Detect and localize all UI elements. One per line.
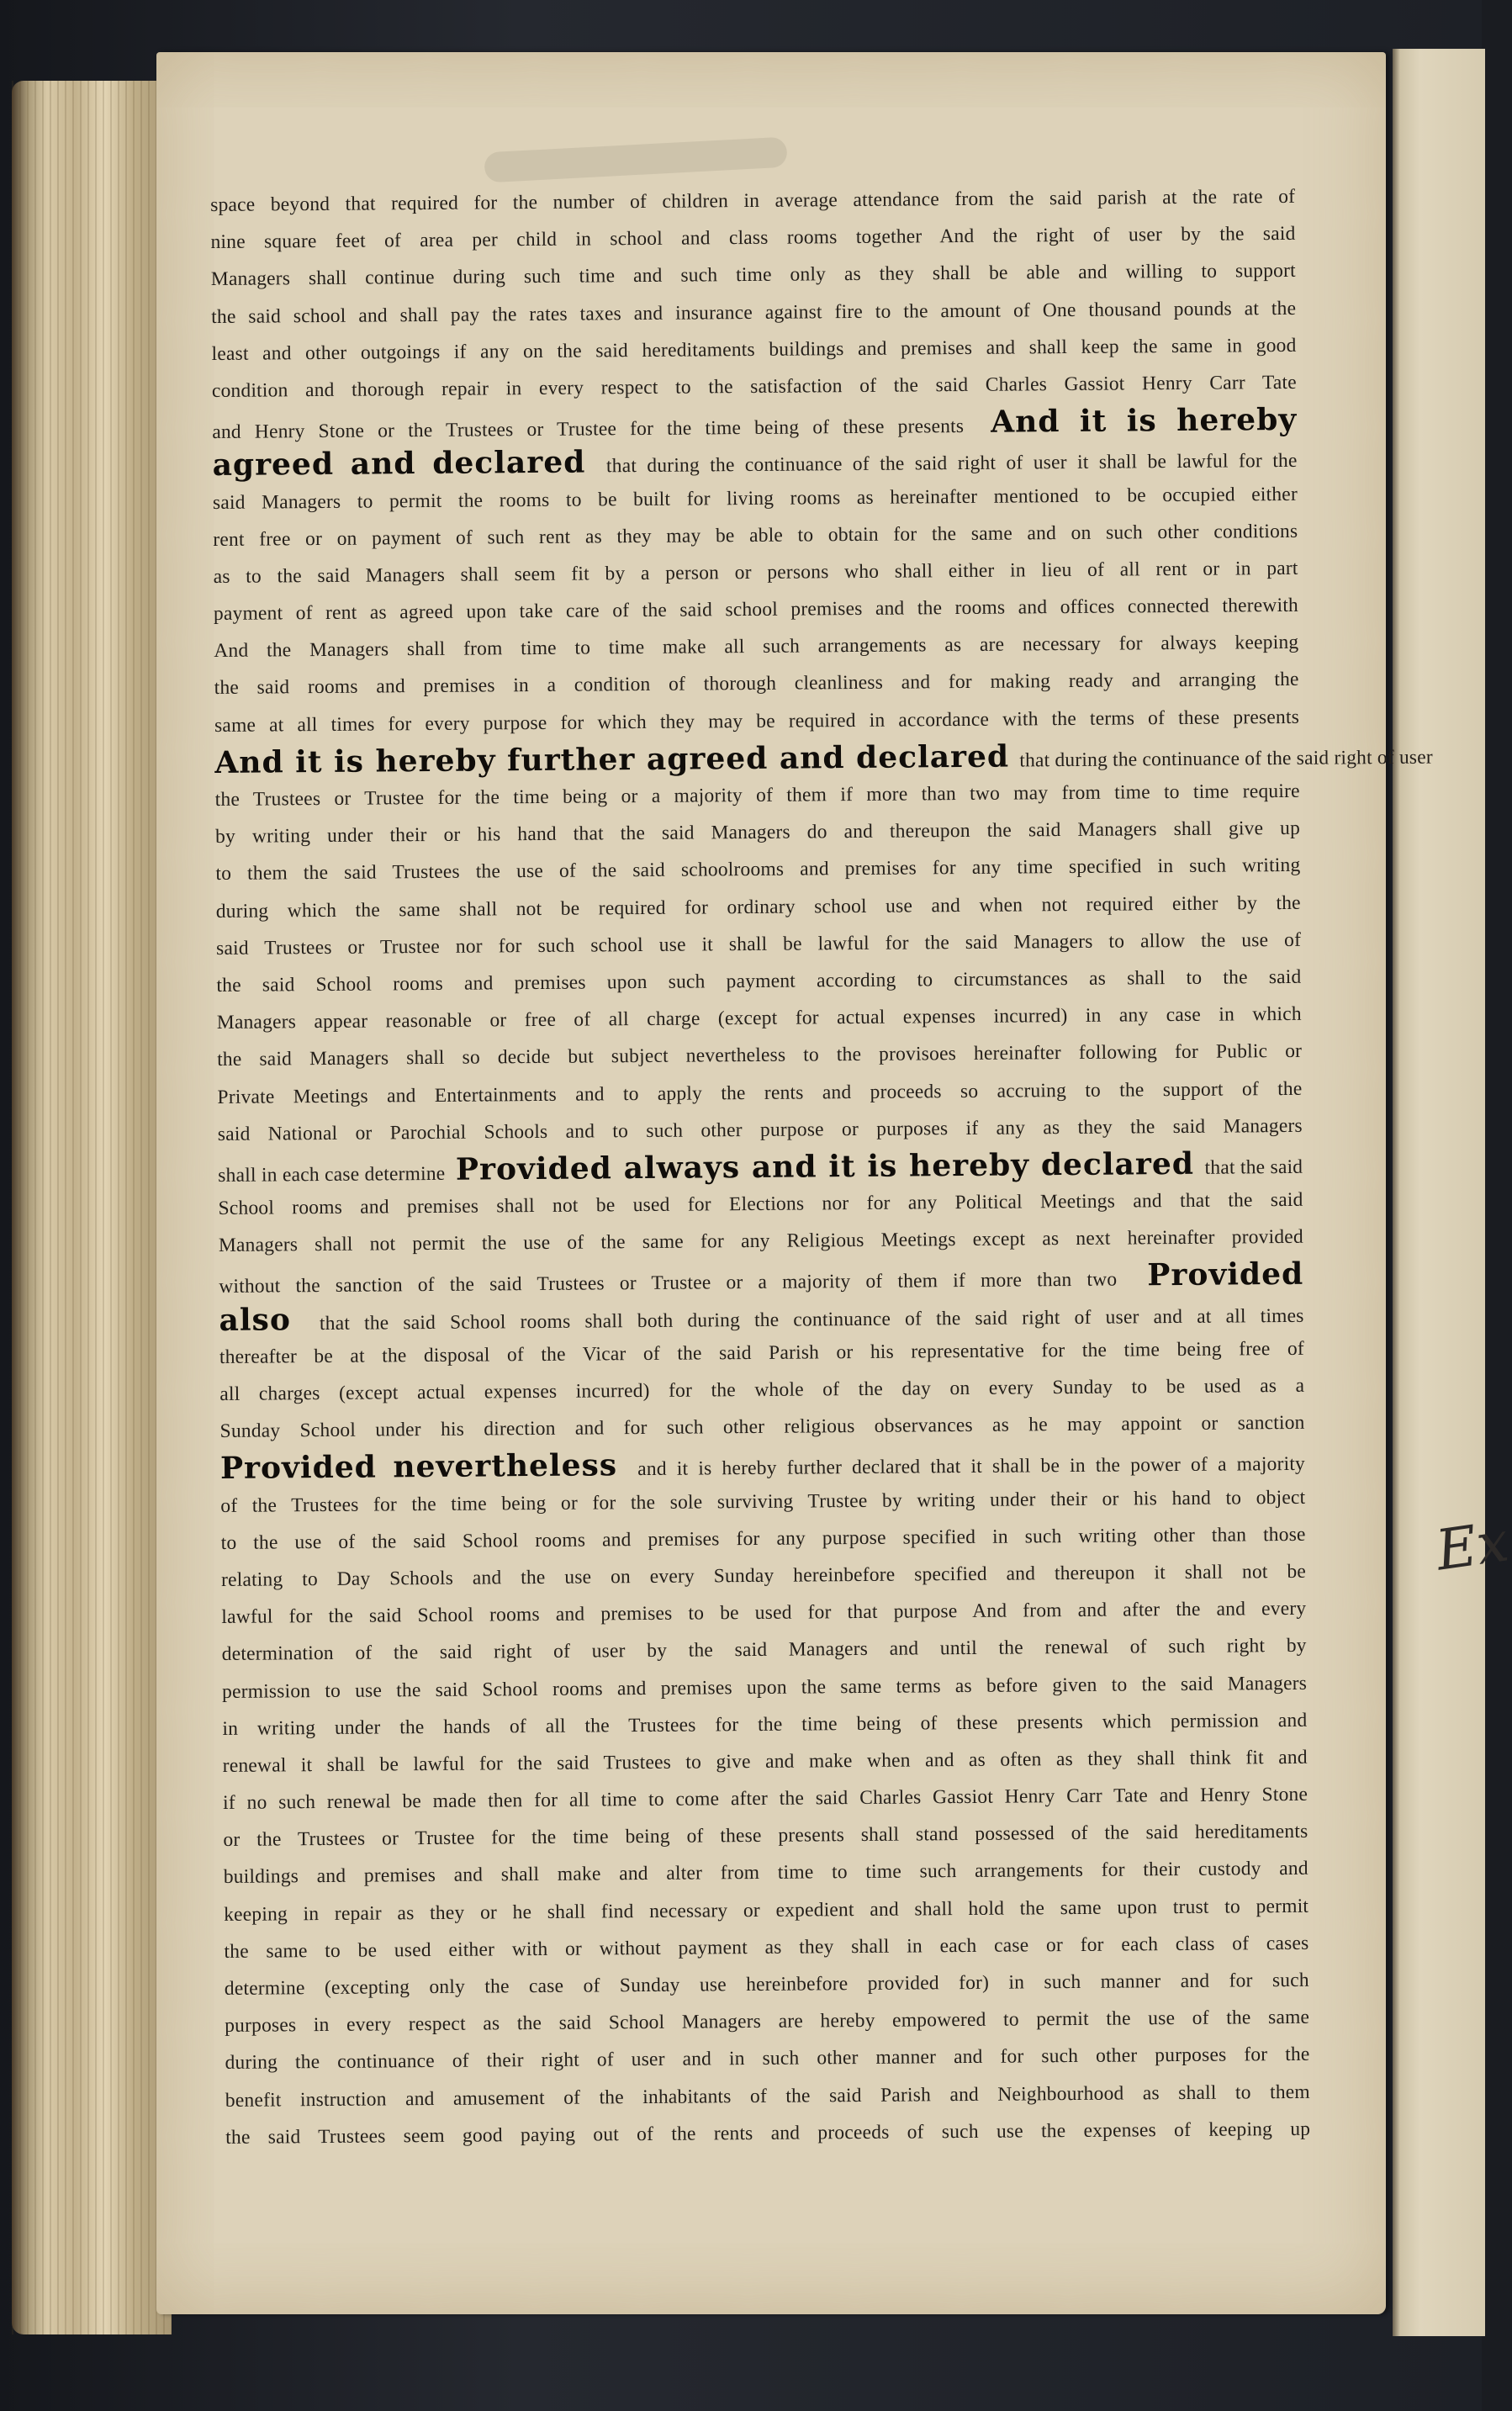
- text-line: to the use of the said School rooms and premises for any purpose specified in such writing other than those: [220, 1523, 1306, 1554]
- text-line: nine square feet of area per child in school and class rooms together And the right of user by the said: [210, 223, 1296, 254]
- text-line: same at all times for every purpose for which they may be required in accordance with the terms of these presents: [214, 706, 1300, 737]
- text-line: of the Trustees for the time being or for the sole surviving Trustee by writing under their or his hand to object: [220, 1486, 1306, 1517]
- text-line: all charges (except actual expenses incurred) for the whole of the day on every Sunday to be used as a: [219, 1374, 1305, 1405]
- text-line: the Trustees or Trustee for the time being or a majority of them if more than two may from time to time require: [214, 780, 1300, 811]
- text-line: Managers shall not permit the use of the same for any Religious Meetings except as next hereinafter provided: [218, 1226, 1303, 1257]
- text-run: that during the continuance of the said right of user: [1019, 746, 1433, 772]
- text-line: benefit instruction and amusement of the inhabitants of the said Parish and Neighbourhood as shall to them: [225, 2081, 1310, 2112]
- text-line: the said rooms and premises in a condition of thorough cleanliness and for making ready and arranging the: [214, 669, 1299, 700]
- text-line: the said Trustees seem good paying out of the rents and proceeds of such use the expenses of keeping up: [225, 2118, 1311, 2149]
- text-line: lawful for the said School rooms and premises to be used for that purpose And from and after the and every: [221, 1597, 1307, 1629]
- text-line: said National or Parochial Schools and to such other purpose or purposes if any as they the said Managers: [217, 1114, 1303, 1145]
- text-run: shall in each case determine: [218, 1162, 446, 1187]
- text-run: that the said: [1204, 1155, 1303, 1179]
- text-line: if no such renewal be made then for all time to come after the said Charles Gassiot Henry Carr Tate and Henry Stone: [222, 1783, 1308, 1815]
- text-line: determine (excepting only the case of Sunday use hereinbefore provided for) in such manner and for such: [224, 1969, 1309, 2000]
- text-run: without the sanction of the said Trustees or Trustee or a majority of them if more than two: [219, 1269, 1118, 1298]
- margin-handwriting: Ex: [1432, 1509, 1512, 1584]
- text-line: relating to Day Schools and the use on every Sunday hereinbefore specified and thereupon it shall not be: [220, 1560, 1307, 1591]
- text-run: and Henry Stone or the Trustees or Trustee for the time being of these presents: [212, 415, 965, 444]
- faded-stamp-mark: [484, 137, 787, 183]
- text-line: or the Trustees or Trustee for the time being of these presents shall stand possessed of the said hereditaments: [223, 1821, 1308, 1852]
- text-line: Managers appear reasonable or free of all charge (except for actual expenses incurred) in any case in which: [216, 1002, 1302, 1034]
- text-line: said Trustees or Trustee nor for such school use it shall be lawful for the said Managers to allow the use of: [216, 928, 1302, 960]
- text-line: keeping in repair as they or he shall find necessary or expedient and shall hold the same upon trust to permit: [224, 1895, 1309, 1926]
- text-line: determination of the said right of user by the said Managers and until the renewal of such right by: [221, 1635, 1307, 1666]
- blackletter-heading: And it is hereby further agreed and declared: [214, 738, 1010, 780]
- text-line: Managers shall continue during such time and such time only as they shall be able and willing to support: [210, 260, 1296, 291]
- blackletter-heading: And it is hereby: [991, 401, 1298, 440]
- text-line: purposes in every respect as the said School Managers are hereby empowered to permit the use of the same: [225, 2006, 1310, 2038]
- text-line: the said Managers shall so decide but subject nevertheless to the provisoes hereinafter following for Public or: [217, 1040, 1303, 1071]
- text-line: least and other outgoings if any on the said hereditaments buildings and premises and shall keep the same in good: [211, 334, 1297, 365]
- text-line: the same to be used either with or without payment as they shall in each case or for each class of cases: [224, 1932, 1309, 1963]
- text-line: Private Meetings and Entertainments and to apply the rents and proceeds so accruing to the support of the: [217, 1077, 1303, 1108]
- text-line: space beyond that required for the number of children in average attendance from the said parish at the rate of: [210, 185, 1296, 216]
- text-line: payment of rent as agreed upon take care of the said school premises and the rooms and offices connected therewith: [213, 594, 1299, 626]
- text-line: during the continuance of their right of user and in such other manner and for such other purposes for the: [225, 2044, 1310, 2075]
- text-line: condition and thorough repair in every respect to the satisfaction of the said Charles Gassiot Henry Carr Tate: [211, 371, 1297, 402]
- text-run: that during the continuance of the said right of user it shall be lawful for the: [605, 450, 1298, 478]
- page-edge-lines: [12, 81, 172, 2334]
- text-line: thereafter be at the disposal of the Vicar of the said Parish or his representative for the time being free of: [219, 1337, 1304, 1368]
- blackletter-heading: Provided always and it is hereby declared: [455, 1145, 1195, 1187]
- book-page-edges: [12, 81, 172, 2334]
- text-line: in writing under the hands of all the Trustees for the time being of these presents which permission and: [222, 1709, 1308, 1740]
- text-line: And the Managers shall from time to time make all such arrangements as are necessary for always keeping: [214, 632, 1299, 663]
- blackletter-heading: agreed and declared: [212, 444, 586, 484]
- text-line: School rooms and premises shall not be used for Elections nor for any Political Meetings and that the said: [218, 1188, 1303, 1220]
- text-line: the said School rooms and premises upon such payment according to circumstances as shall to the said: [216, 965, 1302, 997]
- document-body: [210, 178, 1433, 2193]
- text-line: Sunday School under his direction and for such other religious observances as he may appoint or sanction: [219, 1412, 1305, 1443]
- text-line: buildings and premises and shall make and alter from time to time such arrangements for their custody and: [223, 1858, 1308, 1889]
- text-line: by writing under their or his hand that the said Managers do and thereupon the said Managers shall give up: [214, 817, 1301, 849]
- text-line: rent free or on payment of such rent as they may be able to obtain for the same and on such other conditions: [213, 520, 1298, 551]
- text-line: renewal it shall be lawful for the said Trustees to give and make when and as often as they shall think fit and: [222, 1746, 1308, 1777]
- text-line: said Managers to permit the rooms to be built for living rooms as hereinafter mentioned to be occupied either: [212, 483, 1298, 514]
- blackletter-heading: Provided nevertheless: [219, 1447, 618, 1487]
- text-line: permission to use the said School rooms and premises upon the same terms as before given to the said Managers: [221, 1672, 1308, 1703]
- blackletter-heading: also: [219, 1301, 292, 1338]
- text-run: that the said School rooms shall both during the continuance of the said right of user and at all times: [319, 1304, 1304, 1335]
- text-line: the said school and shall pay the rates taxes and insurance against fire to the amount of One thousand pounds at the: [211, 297, 1297, 328]
- text-line: as to the said Managers shall seem fit by a person or persons who shall either in lieu of all rent or in part: [213, 557, 1298, 588]
- text-run: and it is hereby further declared that it shall be in the power of a majority: [637, 1453, 1306, 1481]
- text-line: to them the said Trustees the use of the said schoolrooms and premises for any time specified in such writing: [215, 854, 1301, 886]
- facing-page-edge: [1393, 49, 1485, 2336]
- blackletter-heading: Provided: [1147, 1256, 1304, 1293]
- text-line: during which the same shall not be required for ordinary school use and when not required either by the: [215, 891, 1301, 923]
